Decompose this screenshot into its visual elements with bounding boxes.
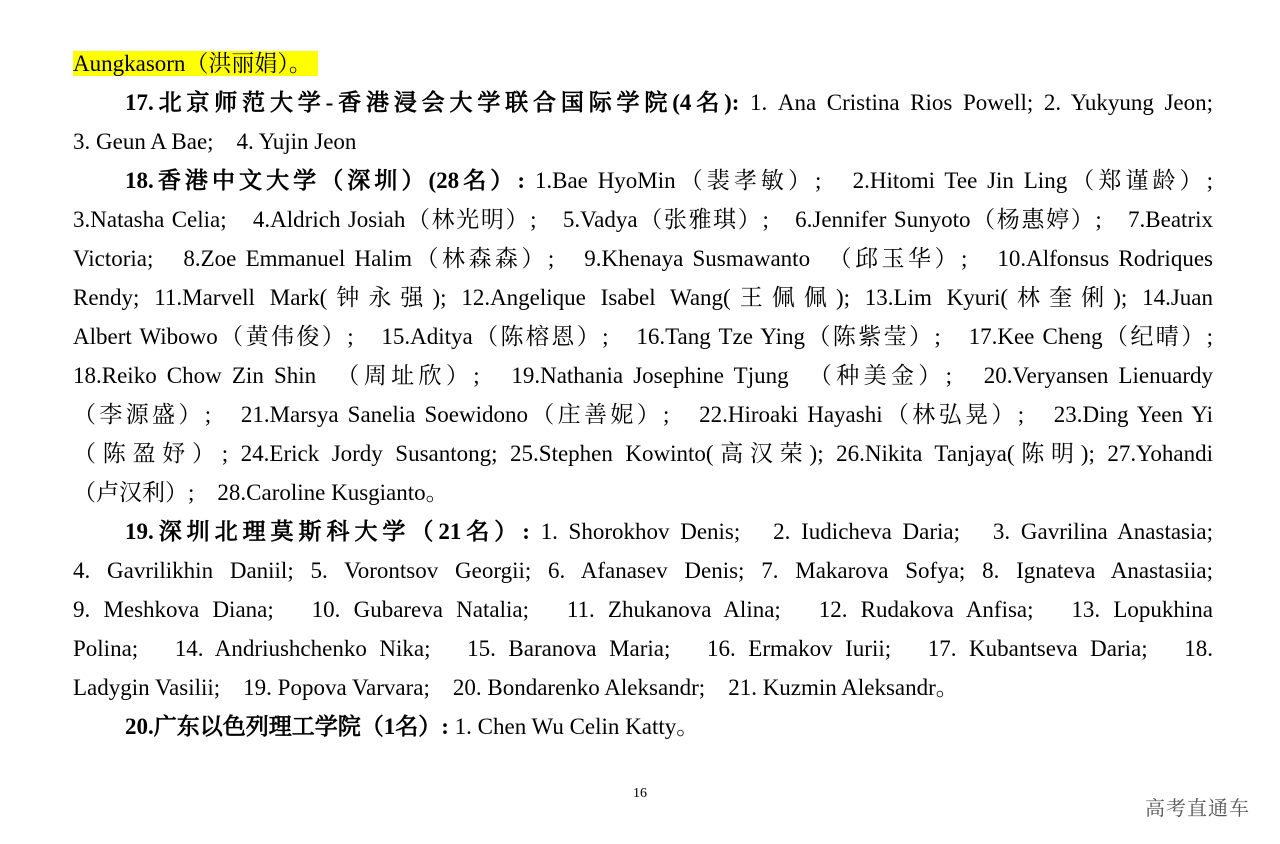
section-20-heading-line [73,707,1213,746]
line-text: 1. Chen Wu Celin Katty。 [448,714,700,739]
line-text: 3.Natasha Celia; 4.Aldrich Josiah（林光明）; 5.Vadya（张雅琪）; 6.Jennifer Sunyoto（杨惠婷）; 7.Beatrix [73,207,1213,232]
line-text: Polina; 14. Andriushchenko Nika; 15. Baranova Maria; 16. Ermakov Iurii; 17. Kubantseva Daria; 18. [73,636,1213,661]
text-line [73,551,1213,590]
text-line [73,629,1213,668]
section-heading: 20.广东以色列理工学院（1名）: [125,714,449,739]
text-line [73,434,1213,473]
line-text: 18.Reiko Chow Zin Shin （周址欣）; 19.Nathania Josephine Tjung （种美金）; 20.Veryansen Lienuardy [73,363,1213,388]
watermark-text: 高考直通车 [1145,796,1250,820]
line-text: Albert Wibowo（黄伟俊）; 15.Aditya（陈榕恩）; 16.Tang Tze Ying（陈紫莹）; 17.Kee Cheng（纪晴）; [73,324,1213,349]
section-18-heading-line [73,161,1213,200]
line-text: Victoria; 8.Zoe Emmanuel Halim（林森森）; 9.Khenaya Susmawanto （邱玉华）; 10.Alfonsus Rodriques [73,246,1213,271]
line-text: 3. Geun A Bae; 4. Yujin Jeon [73,129,357,154]
text-line [73,395,1213,434]
line-text: （卢汉利）; 28.Caroline Kusgianto。 [73,480,449,505]
text-line [73,590,1213,629]
line-text: 1. Shorokhov Denis; 2. Iudicheva Daria; 3. Gavrilina Anastasia; [529,519,1213,544]
text-line [73,278,1213,317]
section-19-heading-line [73,512,1213,551]
line-text: （李源盛）; 21.Marsya Sanelia Soewidono（庄善妮）; 22.Hiroaki Hayashi（林弘晃）; 23.Ding Yeen Yi [73,402,1213,427]
text-line [73,356,1213,395]
section-heading: 19.深圳北理莫斯科大学（21名）: [125,519,530,544]
text-line [73,122,1213,161]
line-text: 1. Ana Cristina Rios Powell; 2. Yukyung Jeon; [739,90,1213,115]
line-text: Rendy; 11.Marvell Mark(钟永强); 12.Angelique Isabel Wang(王佩佩); 13.Lim Kyuri(林奎俐); 14.Juan [73,285,1213,310]
page-number: 16 [633,786,647,801]
text-line [73,200,1213,239]
section-heading: 17.北京师范大学-香港浸会大学联合国际学院(4名): [125,90,740,115]
text-line [73,317,1213,356]
line-text: 1.Bae HyoMin（裴孝敏）; 2.Hitomi Tee Jin Ling（郑谨龄）; [525,168,1213,193]
section-heading: 18.香港中文大学（深圳）(28名）: [125,168,526,193]
line-text: 4. Gavrilikhin Daniil; 5. Vorontsov Georgii; 6. Afanasev Denis; 7. Makarova Sofya; 8. Ignateva Anastasiia; [73,558,1213,583]
section-17-heading-line [73,83,1213,122]
line-text: 9. Meshkova Diana; 10. Gubareva Natalia; 11. Zhukanova Alina; 12. Rudakova Anfisa; 13. Lopukhina [73,597,1213,622]
text-line [73,44,1213,83]
line-text: （陈盈妤）; 24.Erick Jordy Susantong; 25.Stephen Kowinto(高汉荣); 26.Nikita Tanjaya(陈明); 27.Yohandi [73,441,1213,466]
text-line [73,668,1213,707]
text-line [73,473,1213,512]
document-body [73,44,1213,746]
text-line [73,239,1213,278]
line-text: Ladygin Vasilii; 19. Popova Varvara; 20. Bondarenko Aleksandr; 21. Kuzmin Aleksandr。 [73,675,959,700]
highlighted-text: Aungkasorn（洪丽娟）。 [73,51,318,76]
